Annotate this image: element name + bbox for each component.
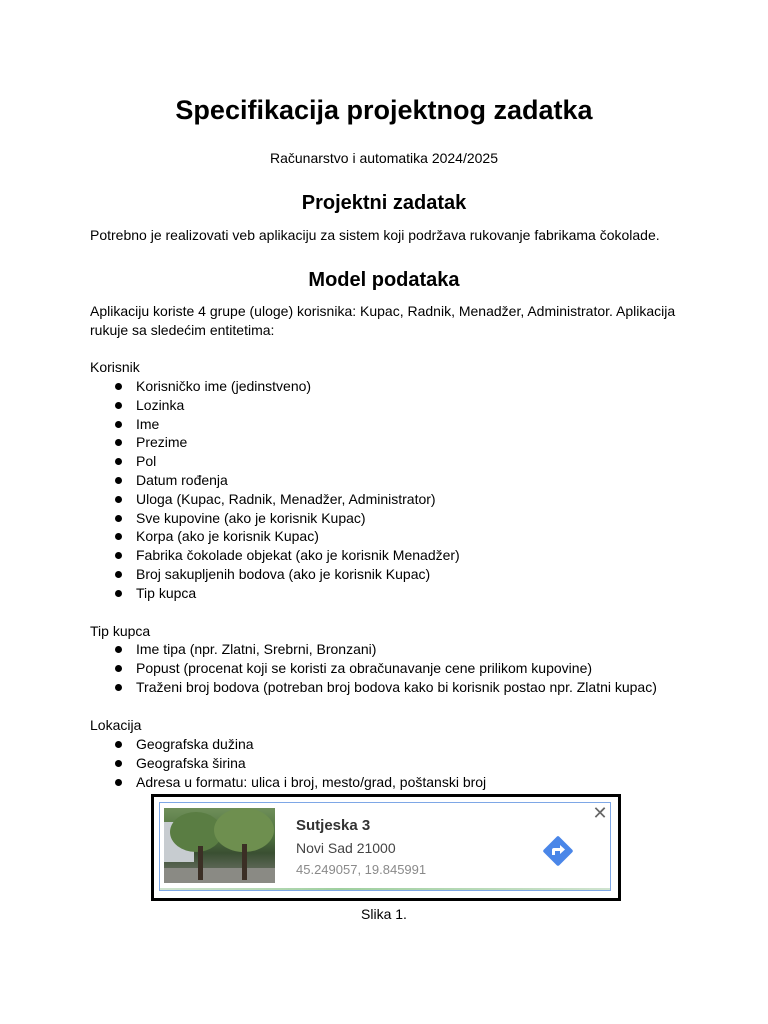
entity-label-lokacija: Lokacija <box>90 717 142 733</box>
section-text-projektni-zadatak: Potrebno je realizovati veb aplikaciju za sistem koji podržava rukovanje fabrikama čokolade. <box>90 227 660 243</box>
list-item: Traženi broj bodova (potreban broj bodova kako bi korisnik postao npr. Zlatni kupac) <box>90 678 657 697</box>
place-coordinates: 45.249057, 19.845991 <box>296 862 427 877</box>
place-photo <box>164 808 275 883</box>
entity-fields-tip-kupca <box>90 640 657 696</box>
section-intro-model-podataka: Aplikaciju koriste 4 grupe (uloge) korisnika: Kupac, Radnik, Menadžer, Administrator. Aplikacija rukuje sa sledećim entitetima: <box>90 303 676 338</box>
figure-caption: Slika 1. <box>361 906 407 922</box>
list-item: Geografska dužina <box>90 735 486 754</box>
list-item: Prezime <box>90 433 460 452</box>
list-item: Ime <box>90 415 460 434</box>
list-item: Korpa (ako je korisnik Kupac) <box>90 527 460 546</box>
place-name: Sutjeska 3 <box>296 817 371 834</box>
list-item: Tip kupca <box>90 584 460 603</box>
place-city: Novi Sad 21000 <box>296 840 396 856</box>
place-card <box>159 802 611 891</box>
list-item: Geografska širina <box>90 754 486 773</box>
entity-fields-korisnik <box>90 377 460 603</box>
list-item: Korisničko ime (jedinstveno) <box>90 377 460 396</box>
section-heading-projektni-zadatak: Projektni zadatak <box>301 192 467 214</box>
list-item: Adresa u formatu: ulica i broj, mesto/grad, poštanski broj <box>90 773 486 792</box>
list-item: Broj sakupljenih bodova (ako je korisnik Kupac) <box>90 565 460 584</box>
list-item: Lozinka <box>90 396 460 415</box>
document-title: Specifikacija projektnog zadatka <box>175 95 593 125</box>
directions-arrow-icon[interactable] <box>540 833 576 869</box>
list-item: Sve kupovine (ako je korisnik Kupac) <box>90 509 460 528</box>
figure-map-card <box>151 794 621 901</box>
close-icon[interactable]: ✕ <box>592 803 608 823</box>
section-heading-model-podataka: Model podataka <box>308 269 460 291</box>
list-item: Uloga (Kupac, Radnik, Menadžer, Administrator) <box>90 490 460 509</box>
list-item: Datum rođenja <box>90 471 460 490</box>
list-item: Popust (procenat koji se koristi za obračunavanje cene prilikom kupovine) <box>90 659 657 678</box>
list-item: Pol <box>90 452 460 471</box>
entity-label-tip-kupca: Tip kupca <box>90 623 151 639</box>
list-item: Fabrika čokolade objekat (ako je korisnik Menadžer) <box>90 546 460 565</box>
entity-label-korisnik: Korisnik <box>90 359 140 375</box>
list-item: Ime tipa (npr. Zlatni, Srebrni, Bronzani) <box>90 640 657 659</box>
document-subtitle: Računarstvo i automatika 2024/2025 <box>269 150 499 166</box>
entity-fields-lokacija <box>90 735 486 791</box>
